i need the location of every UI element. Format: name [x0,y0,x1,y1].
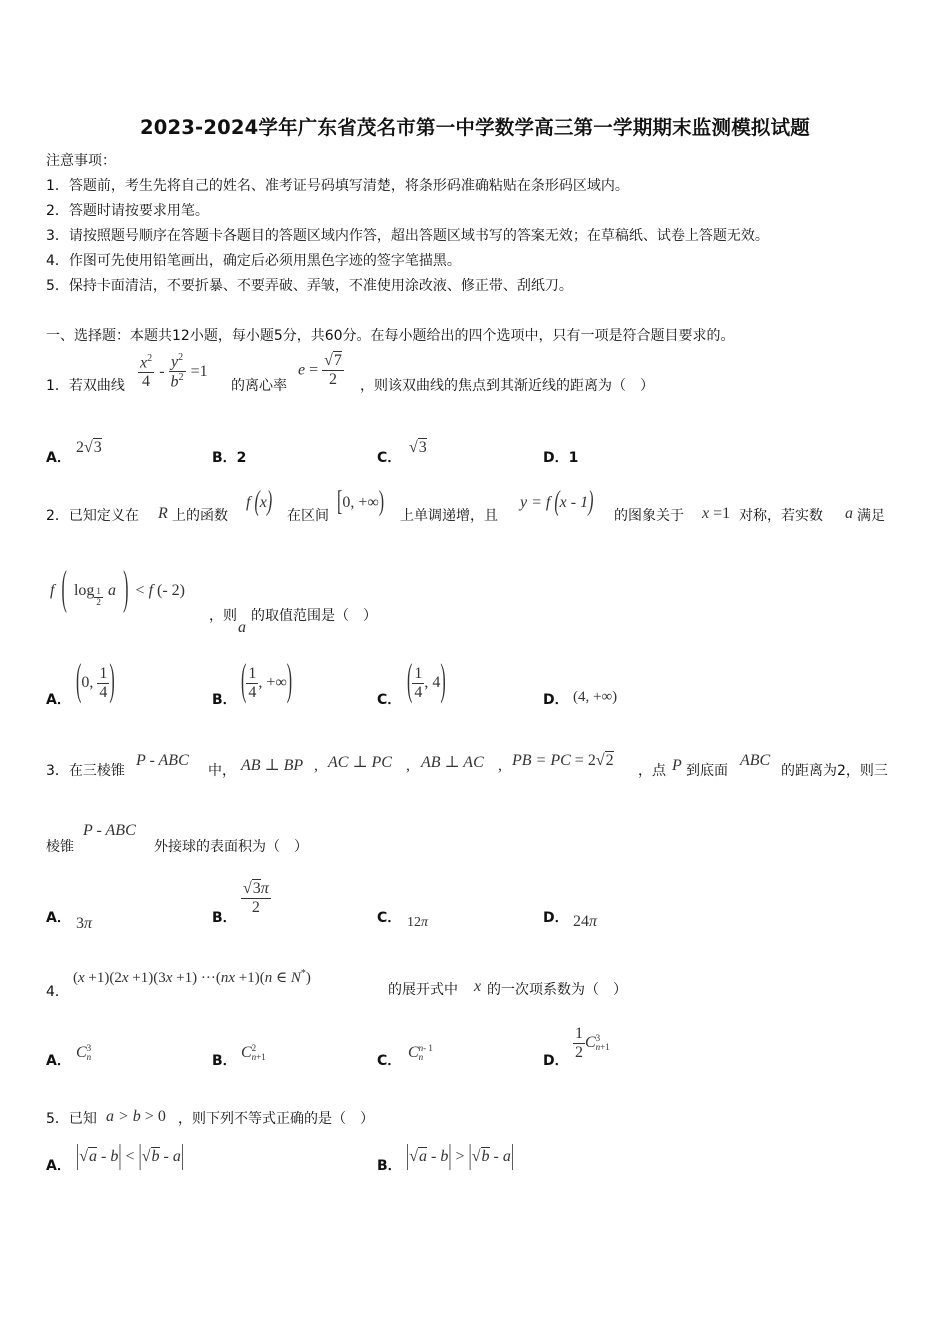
q5-math-cond: a > b > 0 [106,1108,166,1125]
q3-comma: , [498,757,502,774]
q1-prefix: 1．若双曲线 [46,378,125,394]
q3-comma: , [314,757,318,774]
q3-option-b-value: $\frac{√3\pi}{2}$ [243,880,269,916]
q3-text: 3．在三棱锥 [46,763,125,779]
q1-hyperbola-formula: $\frac{x^2}{4}$ - $\frac{y^2}{b^2}$ =1 [140,352,208,391]
q4-option-c-value: C n- 1 n [408,1043,433,1063]
q3-option-c-value: 12π [407,915,429,930]
q3-option-a[interactable]: A． [46,910,71,926]
notice-item: 2．答题时请按要求用笔。 [46,203,209,219]
q3-text: 到底面 [686,763,728,779]
q4-option-d-value: $\frac{1}{2}$ C 3 n+1 [575,1025,610,1061]
q1-option-c-value: √3 [409,439,427,456]
q2-option-a[interactable]: A． [46,692,71,708]
q2-text: 上的函数 [172,508,228,524]
q3-math-cond3: AB ⊥ AC [421,754,484,771]
q2-text: 的取值范围是（ ） [251,608,377,624]
q2-text: 满足 [857,508,885,524]
q2-math-a2: a [238,619,246,636]
q3-text: 中， [208,763,236,779]
q4-option-d[interactable]: D． [543,1053,569,1069]
q3-math-abc: ABC [740,752,771,769]
q4-option-b[interactable]: B． [212,1053,237,1069]
q3-option-b[interactable]: B． [212,910,237,926]
q3-math-p: P [672,757,682,774]
q3-text: 的距离为2，则三 [781,763,888,779]
q2-option-c[interactable]: C． [377,692,402,708]
q2-text: ，则 [209,608,237,624]
notice-item: 4．作图可先使用铅笔画出，确定后必须用黑色字迹的签字笔描黑。 [46,253,461,269]
page-title: 2023-2024学年广东省茂名市第一中学数学高三第一学期期末监测模拟试题 [139,116,811,139]
q2-inequality-formula: f ( log $\frac{1}{2}$ a ) < f (- 2) [50,564,185,615]
q2-math-fx: f (x) [246,486,273,518]
q5-option-b[interactable]: B． [377,1158,402,1174]
q3-option-d[interactable]: D． [543,910,569,926]
q3-option-d-value: 24π [573,913,598,930]
q3-math-cond2: AC ⊥ PC [328,754,392,771]
q3-text: 外接球的表面积为（ ） [154,839,308,855]
notice-item: 1．答题前，考生先将自己的姓名、准考证号码填写清楚，将条形码准确粘贴在条形码区域内。 [46,178,629,194]
q4-text: 的展开式中 [388,982,458,998]
q5-option-b-value: |√a - b| > |√b - a| [406,1140,515,1172]
q5-text: 5．已知 [46,1111,97,1127]
q3-option-c[interactable]: C． [377,910,402,926]
q2-math-interval: [0, +∞) [337,486,385,518]
q4-option-a-value: C 3 n [76,1043,92,1063]
q2-text: 上单调递增，且 [400,508,498,524]
q2-option-d[interactable]: D． [543,692,569,708]
q3-option-a-value: 3π [76,915,93,932]
q2-option-d-value: (4, +∞) [573,689,618,705]
q3-text: ，点 [638,763,666,779]
section-heading: 一、选择题：本题共12小题，每小题5分，共60分。在每小题给出的四个选项中，只有一项是符合题目要求的。 [46,328,735,344]
q2-text: 对称，若实数 [739,508,823,524]
q2-text: 在区间 [287,508,329,524]
q3-math-pabc: P - ABC [136,752,189,769]
q1-option-a-value: 2√3 [76,439,102,456]
q4-option-a[interactable]: A． [46,1053,71,1069]
q1-suffix: ，则该双曲线的焦点到其渐近线的距离为（ ） [360,378,654,394]
q2-text: 的图象关于 [614,508,684,524]
q5-option-a[interactable]: A． [46,1158,71,1174]
q2-option-b-value: ( $\frac{1}{4}$ , +∞) [241,657,293,706]
q1-eccentricity-formula: e = $\frac{√7}{2}$ [298,352,342,388]
q2-option-c-value: ( $\frac{1}{4}$ , 4) [407,657,446,706]
q5-text: ，则下列不等式正确的是（ ） [178,1111,374,1127]
q4-text: 的一次项系数为（ ） [487,982,627,998]
notice-item: 5．保持卡面清洁，不要折暴、不要弄破、弄皱，不准使用涂改液、修正带、刮纸刀。 [46,278,573,294]
q3-comma: , [406,757,410,774]
q2-math-axis: x =1 [702,505,731,522]
q4-product-formula: (x +1)(2x +1)(3x +1) ···(nx +1)(n ∈ N*) [73,968,311,986]
q2-math-a: a [845,505,853,522]
q3-math-cond4: PB = PC = 2√2 [512,752,614,769]
q4-option-c[interactable]: C． [377,1053,402,1069]
q2-math-shift: y = f (x - 1) [520,486,594,518]
notice-heading: 注意事项： [46,153,116,169]
q4-math-x: x [474,978,482,995]
q1-option-c[interactable]: C． [377,450,402,466]
q5-option-a-value: |√a - b| < |√b - a| [76,1140,185,1172]
q2-option-b[interactable]: B． [212,692,237,708]
q2-text: 2．已知定义在 [46,508,139,524]
q3-math-cond1: AB ⊥ BP [241,757,304,774]
q1-mid: 的离心率 [231,378,287,394]
q4-text: 4． [46,984,69,1000]
q2-option-a-value: (0, $\frac{1}{4}$ ) [76,657,115,706]
q1-option-d[interactable]: D．1 [543,450,579,466]
q1-option-b[interactable]: B．2 [212,450,247,466]
q4-option-b-value: C 2 n+1 [241,1043,266,1063]
q3-text: 棱锥 [46,839,74,855]
q2-math-R: R [158,505,168,522]
q3-math-pabc2: P - ABC [83,822,136,839]
q1-option-a[interactable]: A． [46,450,71,466]
notice-item: 3．请按照题号顺序在答题卡各题目的答题区域内作答，超出答题区域书写的答案无效；在草稿纸、试卷上答题无效。 [46,228,769,244]
